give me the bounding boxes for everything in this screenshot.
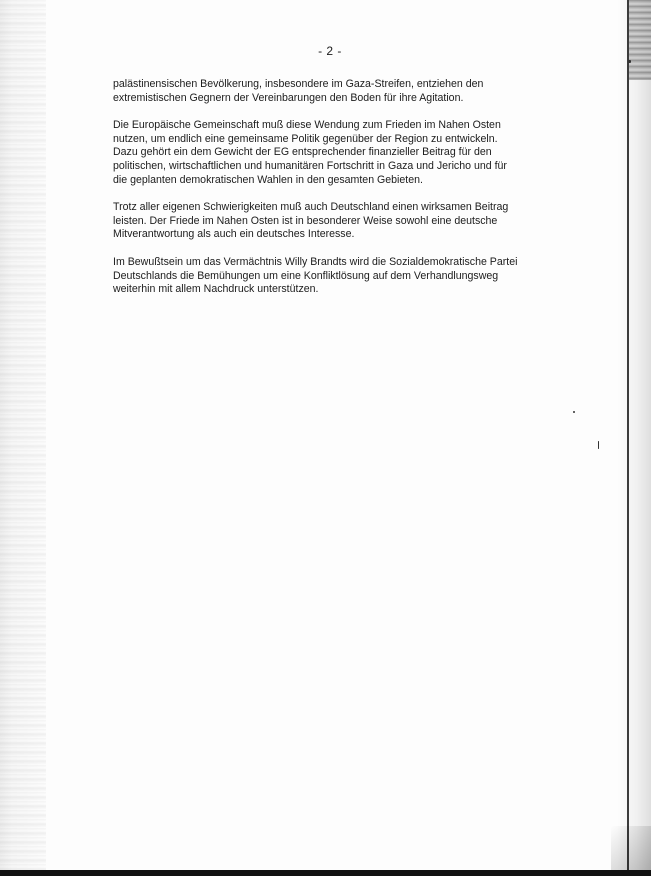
scan-speck	[573, 411, 575, 413]
paragraph	[113, 119, 533, 187]
text-line: die geplanten demokratischen Wahlen in den gesamten Gebieten.	[113, 173, 423, 186]
scan-artifact-bottom-right	[611, 826, 651, 876]
text-line: politischen, wirtschaftlichen und humanitären Fortschritt in Gaza und Jericho und für	[113, 159, 507, 172]
scan-shadow-right	[617, 0, 651, 876]
text-line: Die Europäische Gemeinschaft muß diese Wendung zum Frieden im Nahen Osten	[113, 119, 501, 132]
body-text	[113, 78, 533, 311]
text-line: Trotz aller eigenen Schwierigkeiten muß auch Deutschland einen wirksamen Beitrag	[113, 201, 509, 214]
text-line: palästinensischen Bevölkerung, insbesondere im Gaza-Streifen, entziehen den	[113, 78, 484, 90]
page-number: - 2 -	[318, 44, 342, 58]
text-line: Deutschlands die Bemühungen um eine Konfliktlösung auf dem Verhandlungsweg	[113, 269, 499, 282]
scan-shadow-left	[0, 0, 46, 876]
scan-speck	[598, 441, 599, 449]
text-line: weiterhin mit allem Nachdruck unterstützen.	[113, 283, 319, 296]
text-line: leisten. Der Friede im Nahen Osten ist in besonderer Weise sowohl eine deutsche	[113, 214, 498, 227]
text-line: extremistischen Gegnern der Vereinbarungen den Boden für ihre Agitation.	[113, 91, 464, 104]
paragraph	[113, 201, 533, 242]
text-line: nutzen, um endlich eine gemeinsame Politik gegenüber der Region zu entwickeln.	[113, 132, 498, 145]
scan-bottom-edge	[0, 870, 651, 876]
text-line: Dazu gehört ein dem Gewicht der EG entsprechender finanzieller Beitrag für den	[113, 146, 492, 159]
paragraph	[113, 78, 533, 105]
scan-speck	[628, 60, 631, 63]
text-line: Im Bewußtsein um das Vermächtnis Willy Brandts wird die Sozialdemokratische Partei	[113, 255, 518, 268]
text-line: Mitverantwortung als auch ein deutsches Interesse.	[113, 228, 355, 241]
scan-page-edge	[627, 0, 629, 876]
paragraph	[113, 256, 533, 297]
scan-artifact-top-right	[629, 0, 651, 80]
